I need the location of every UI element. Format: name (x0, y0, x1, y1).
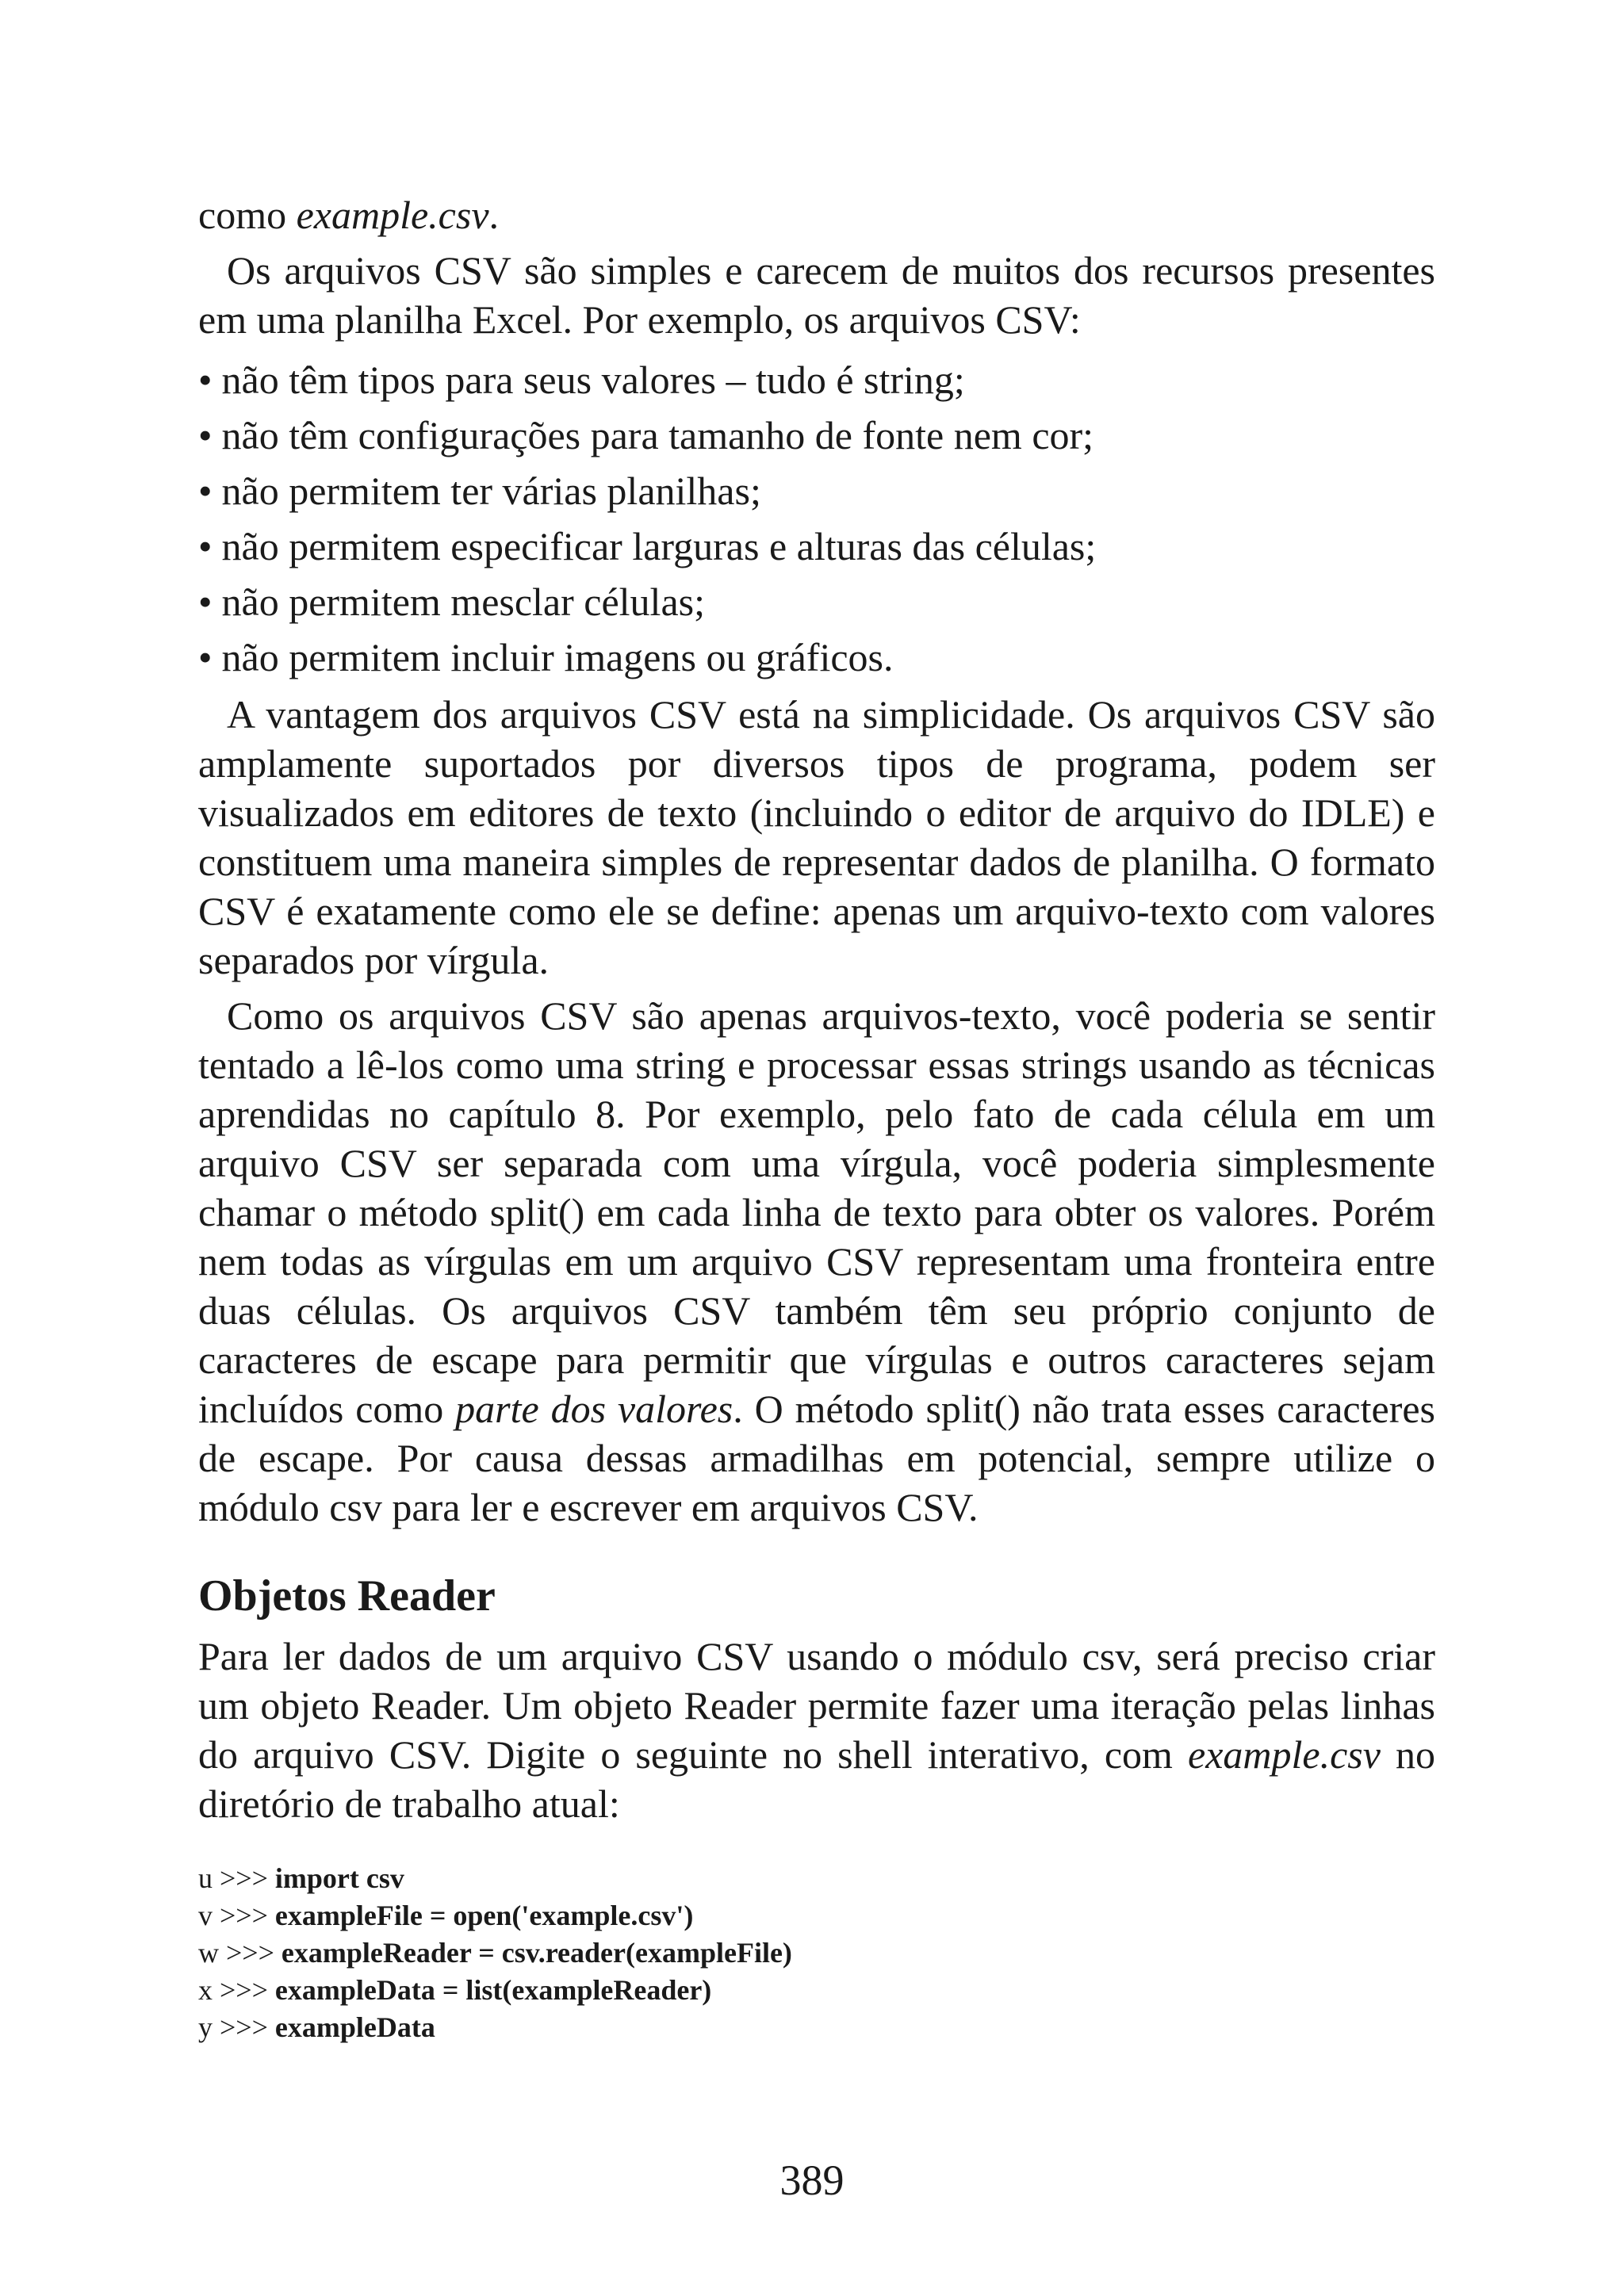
paragraph-4-text-a: Para ler dados de um arquivo CSV usando o módulo csv, será preciso criar um objeto Reader. Um objeto Reader permite fazer uma iteração pelas linhas do arquivo CSV. Digite o seguinte no shell interativo, com (198, 1634, 1435, 1777)
intro-line (198, 190, 1435, 239)
code-prompt: >>> (226, 1937, 274, 1969)
paragraph-3-text-a: Como os arquivos CSV são apenas arquivos-texto, você poderia se sentir tentado a lê-los como uma string e processar essas strings usando as técnicas aprendidas no capítulo 8. Por exemplo, pelo fato de cada célula em um arquivo CSV ser separada com uma vírgula, você poderia simplesmente chamar o método split() em cada linha de texto para obter os valores. Porém nem todas as vírgulas em um arquivo CSV representam uma fronteira entre duas células. Os arquivos CSV também têm seu próprio conjunto de caracteres de escape para permitir que vírgulas e outros caracteres sejam incluídos como (198, 993, 1435, 1431)
intro-suffix: . (488, 193, 500, 237)
code-prompt: >>> (220, 1862, 268, 1894)
bullet-list (198, 352, 1435, 685)
code-prompt: >>> (220, 2011, 268, 2043)
code-prompt: >>> (220, 1974, 268, 2006)
list-item (198, 629, 1435, 685)
section-heading: Objetos Reader (198, 1571, 496, 1621)
page-number: 389 (779, 2156, 845, 2204)
paragraph-4-italic: example.csv (1188, 1732, 1381, 1777)
paragraph-4-text-b: no diretório de trabalho atual: (198, 1732, 1435, 1826)
code-marker: v (198, 1900, 213, 1931)
code-text: exampleReader = csv.reader(exampleFile) (281, 1937, 792, 1969)
list-item-text: não permitem incluir imagens ou gráficos. (221, 635, 894, 679)
paragraph-1: Os arquivos CSV são simples e carecem de muitos dos recursos presentes em uma planilha Excel. Por exemplo, os arquivos CSV: (198, 248, 1435, 342)
bullet-icon: • (198, 358, 213, 402)
list-item-text: não têm tipos para seus valores – tudo é string; (221, 358, 965, 402)
paragraph-3 (198, 991, 1435, 1532)
paragraph-4 (198, 1632, 1435, 1828)
bullet-icon: • (198, 413, 213, 457)
list-item (198, 463, 1435, 519)
list-item-text: não permitem ter várias planilhas; (221, 469, 761, 513)
list-item-text: não permitem especificar larguras e alturas das células; (221, 524, 1097, 568)
bullet-icon: • (198, 469, 213, 513)
code-marker: w (198, 1937, 219, 1969)
list-item (198, 352, 1435, 408)
code-marker: x (198, 1974, 213, 2006)
code-line (198, 1897, 1435, 1934)
bullet-icon: • (198, 635, 213, 679)
code-line (198, 1934, 1435, 1972)
code-text: import csv (274, 1862, 404, 1894)
list-item (198, 574, 1435, 629)
list-item-text: não têm configurações para tamanho de fonte nem cor; (221, 413, 1094, 457)
code-marker: y (198, 2011, 213, 2043)
code-text: exampleFile = open('example.csv') (274, 1900, 694, 1931)
code-line (198, 1972, 1435, 2009)
code-block (198, 1860, 1435, 2046)
code-text: exampleData (274, 2011, 435, 2043)
intro-prefix: como (198, 193, 297, 237)
bullet-icon: • (198, 580, 213, 624)
paragraph-2: A vantagem dos arquivos CSV está na simplicidade. Os arquivos CSV são amplamente suportados por diversos tipos de programa, podem ser visualizados em editores de texto (incluindo o editor de arquivo do IDLE) e constituem uma maneira simples de representar dados de planilha. O formato CSV é exatamente como ele se define: apenas um arquivo-texto com valores separados por vírgula. (198, 692, 1435, 982)
code-text: exampleData = list(exampleReader) (274, 1974, 712, 2006)
code-line (198, 2009, 1435, 2046)
intro-filename: example.csv (296, 193, 489, 237)
code-marker: u (198, 1862, 213, 1894)
code-line (198, 1860, 1435, 1897)
list-item (198, 519, 1435, 574)
list-item (198, 408, 1435, 463)
bullet-icon: • (198, 524, 213, 568)
paragraph-3-italic: parte dos valores (455, 1387, 733, 1431)
list-item-text: não permitem mesclar células; (221, 580, 705, 624)
paragraph-3-text-b: . O método split() não trata esses caracteres de escape. Por causa dessas armadilhas em potencial, sempre utilize o módulo csv para ler e escrever em arquivos CSV. (198, 1387, 1435, 1529)
page-body (198, 190, 1435, 2046)
code-prompt: >>> (220, 1900, 268, 1931)
